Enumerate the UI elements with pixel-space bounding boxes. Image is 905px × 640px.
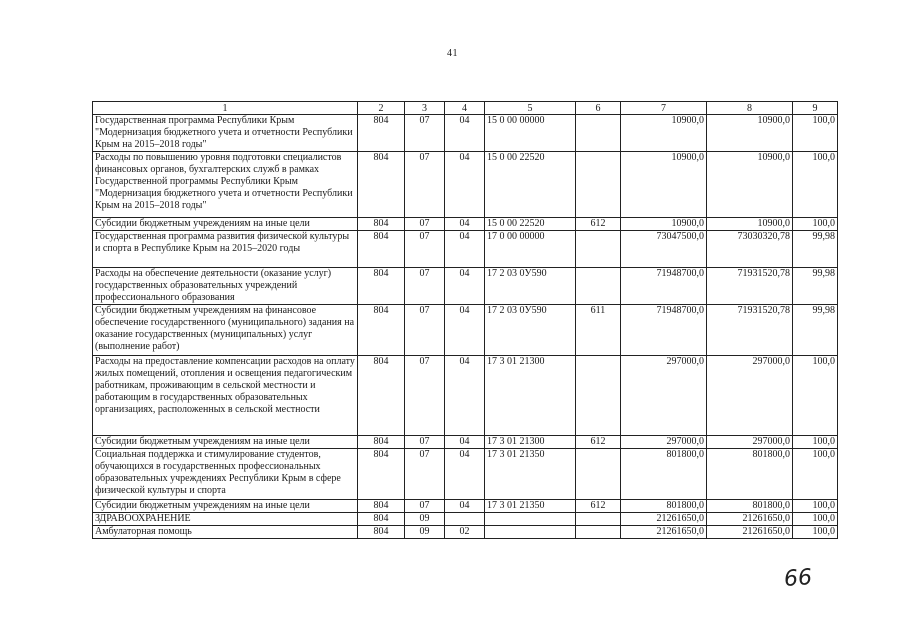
table-row — [93, 513, 838, 526]
column-header: 8 — [707, 102, 793, 115]
execution-percent-cell: 100,0 — [793, 449, 838, 500]
grbs-code-cell: 804 — [358, 356, 405, 436]
planned-amount-cell: 10900,0 — [621, 218, 707, 231]
planned-amount-cell: 297000,0 — [621, 356, 707, 436]
row-name-cell: Субсидии бюджетным учреждениям на иные цели — [93, 218, 358, 231]
row-name-cell: Субсидии бюджетным учреждениям на иные цели — [93, 500, 358, 513]
section-code-cell: 07 — [405, 115, 445, 152]
execution-percent-cell: 100,0 — [793, 218, 838, 231]
planned-amount-cell: 73047500,0 — [621, 231, 707, 268]
table-row — [93, 500, 838, 513]
execution-percent-cell: 100,0 — [793, 356, 838, 436]
target-article-cell: 15 0 00 22520 — [485, 152, 576, 218]
section-code-cell: 07 — [405, 449, 445, 500]
executed-amount-cell: 10900,0 — [707, 218, 793, 231]
section-code-cell: 09 — [405, 526, 445, 539]
row-name-cell: Расходы на обеспечение деятельности (оказание услуг) государственных образовательных учреждений профессионального образования — [93, 268, 358, 305]
target-article-cell — [485, 526, 576, 539]
execution-percent-cell: 100,0 — [793, 526, 838, 539]
execution-percent-cell: 100,0 — [793, 513, 838, 526]
grbs-code-cell: 804 — [358, 513, 405, 526]
target-article-cell: 17 3 01 21350 — [485, 500, 576, 513]
planned-amount-cell: 297000,0 — [621, 436, 707, 449]
column-header: 2 — [358, 102, 405, 115]
row-name-cell: Социальная поддержка и стимулирование студентов, обучающихся в государственных профессиональных образовательных учреждениях Республики Крым в сфере физической культуры и спорта — [93, 449, 358, 500]
target-article-cell: 17 2 03 0У590 — [485, 268, 576, 305]
table-row — [93, 152, 838, 218]
row-name-cell: Амбулаторная помощь — [93, 526, 358, 539]
grbs-code-cell: 804 — [358, 436, 405, 449]
expense-type-cell — [576, 152, 621, 218]
target-article-cell: 17 3 01 21300 — [485, 436, 576, 449]
table-row — [93, 356, 838, 436]
executed-amount-cell: 71931520,78 — [707, 305, 793, 356]
table-body — [93, 115, 838, 539]
table-row — [93, 218, 838, 231]
planned-amount-cell: 71948700,0 — [621, 268, 707, 305]
row-name-cell: Субсидии бюджетным учреждениям на финансовое обеспечение государственного (муниципального) задания на оказание государственных (муниципальных) услуг (выполнение работ) — [93, 305, 358, 356]
execution-percent-cell: 100,0 — [793, 436, 838, 449]
table-row — [93, 115, 838, 152]
execution-percent-cell: 100,0 — [793, 152, 838, 218]
subsection-code-cell: 04 — [445, 231, 485, 268]
subsection-code-cell: 04 — [445, 436, 485, 449]
subsection-code-cell: 04 — [445, 356, 485, 436]
section-code-cell: 07 — [405, 436, 445, 449]
target-article-cell: 15 0 00 00000 — [485, 115, 576, 152]
row-name-cell: Субсидии бюджетным учреждениям на иные цели — [93, 436, 358, 449]
expense-type-cell — [576, 115, 621, 152]
subsection-code-cell: 04 — [445, 268, 485, 305]
execution-percent-cell: 99,98 — [793, 268, 838, 305]
table-row — [93, 305, 838, 356]
target-article-cell: 17 3 01 21300 — [485, 356, 576, 436]
executed-amount-cell: 21261650,0 — [707, 513, 793, 526]
subsection-code-cell: 04 — [445, 500, 485, 513]
executed-amount-cell: 10900,0 — [707, 152, 793, 218]
section-code-cell: 07 — [405, 356, 445, 436]
executed-amount-cell: 73030320,78 — [707, 231, 793, 268]
expense-type-cell — [576, 356, 621, 436]
page-number: 41 — [447, 48, 458, 59]
section-code-cell: 07 — [405, 218, 445, 231]
column-header: 7 — [621, 102, 707, 115]
expense-type-cell — [576, 526, 621, 539]
expense-type-cell — [576, 231, 621, 268]
planned-amount-cell: 801800,0 — [621, 500, 707, 513]
section-code-cell: 07 — [405, 268, 445, 305]
grbs-code-cell: 804 — [358, 500, 405, 513]
planned-amount-cell: 801800,0 — [621, 449, 707, 500]
grbs-code-cell: 804 — [358, 115, 405, 152]
row-name-cell: Государственная программа Республики Крым "Модернизация бюджетного учета и отчетности Республики Крым на 2015–2018 годы" — [93, 115, 358, 152]
handwritten-page-number: 66 — [783, 565, 813, 592]
grbs-code-cell: 804 — [358, 268, 405, 305]
row-name-cell: Расходы на предоставление компенсации расходов на оплату жилых помещений, отопления и освещения педагогическим работникам, проживающим в сельской местности и работающим в государственных образовательных организациях, расположенных в сельской местности — [93, 356, 358, 436]
executed-amount-cell: 297000,0 — [707, 356, 793, 436]
column-header: 3 — [405, 102, 445, 115]
target-article-cell: 17 3 01 21350 — [485, 449, 576, 500]
executed-amount-cell: 297000,0 — [707, 436, 793, 449]
planned-amount-cell: 21261650,0 — [621, 526, 707, 539]
column-header: 1 — [93, 102, 358, 115]
expense-type-cell: 611 — [576, 305, 621, 356]
subsection-code-cell: 04 — [445, 218, 485, 231]
column-header: 4 — [445, 102, 485, 115]
execution-percent-cell: 99,98 — [793, 305, 838, 356]
executed-amount-cell: 21261650,0 — [707, 526, 793, 539]
grbs-code-cell: 804 — [358, 218, 405, 231]
expense-type-cell — [576, 449, 621, 500]
grbs-code-cell: 804 — [358, 305, 405, 356]
executed-amount-cell: 10900,0 — [707, 115, 793, 152]
section-code-cell: 07 — [405, 152, 445, 218]
subsection-code-cell: 04 — [445, 152, 485, 218]
grbs-code-cell: 804 — [358, 526, 405, 539]
table-row — [93, 268, 838, 305]
planned-amount-cell: 71948700,0 — [621, 305, 707, 356]
row-name-cell: ЗДРАВООХРАНЕНИЕ — [93, 513, 358, 526]
target-article-cell — [485, 513, 576, 526]
subsection-code-cell: 04 — [445, 449, 485, 500]
section-code-cell: 09 — [405, 513, 445, 526]
planned-amount-cell: 21261650,0 — [621, 513, 707, 526]
section-code-cell: 07 — [405, 500, 445, 513]
table-row — [93, 526, 838, 539]
target-article-cell: 17 2 03 0У590 — [485, 305, 576, 356]
budget-table — [92, 101, 838, 539]
target-article-cell: 17 0 00 00000 — [485, 231, 576, 268]
expense-type-cell: 612 — [576, 436, 621, 449]
grbs-code-cell: 804 — [358, 152, 405, 218]
target-article-cell: 15 0 00 22520 — [485, 218, 576, 231]
executed-amount-cell: 801800,0 — [707, 500, 793, 513]
execution-percent-cell: 100,0 — [793, 115, 838, 152]
planned-amount-cell: 10900,0 — [621, 115, 707, 152]
subsection-code-cell: 04 — [445, 115, 485, 152]
expense-type-cell: 612 — [576, 500, 621, 513]
table-row — [93, 231, 838, 268]
subsection-code-cell — [445, 513, 485, 526]
grbs-code-cell: 804 — [358, 449, 405, 500]
executed-amount-cell: 71931520,78 — [707, 268, 793, 305]
table-row — [93, 449, 838, 500]
column-header: 6 — [576, 102, 621, 115]
table-row — [93, 436, 838, 449]
column-header: 9 — [793, 102, 838, 115]
execution-percent-cell: 100,0 — [793, 500, 838, 513]
subsection-code-cell: 04 — [445, 305, 485, 356]
expense-type-cell: 612 — [576, 218, 621, 231]
executed-amount-cell: 801800,0 — [707, 449, 793, 500]
row-name-cell: Расходы по повышению уровня подготовки специалистов финансовых органов, бухгалтерских служб в рамках Государственной программы Республики Крым "Модернизация бюджетного учета и отчетности Республики Крым на 2015–2018 годы" — [93, 152, 358, 218]
row-name-cell: Государственная программа развития физической культуры и спорта в Республике Крым на 2015–2020 годы — [93, 231, 358, 268]
expense-type-cell — [576, 513, 621, 526]
planned-amount-cell: 10900,0 — [621, 152, 707, 218]
column-header: 5 — [485, 102, 576, 115]
section-code-cell: 07 — [405, 231, 445, 268]
section-code-cell: 07 — [405, 305, 445, 356]
grbs-code-cell: 804 — [358, 231, 405, 268]
expense-type-cell — [576, 268, 621, 305]
execution-percent-cell: 99,98 — [793, 231, 838, 268]
header-row — [93, 102, 838, 115]
subsection-code-cell: 02 — [445, 526, 485, 539]
